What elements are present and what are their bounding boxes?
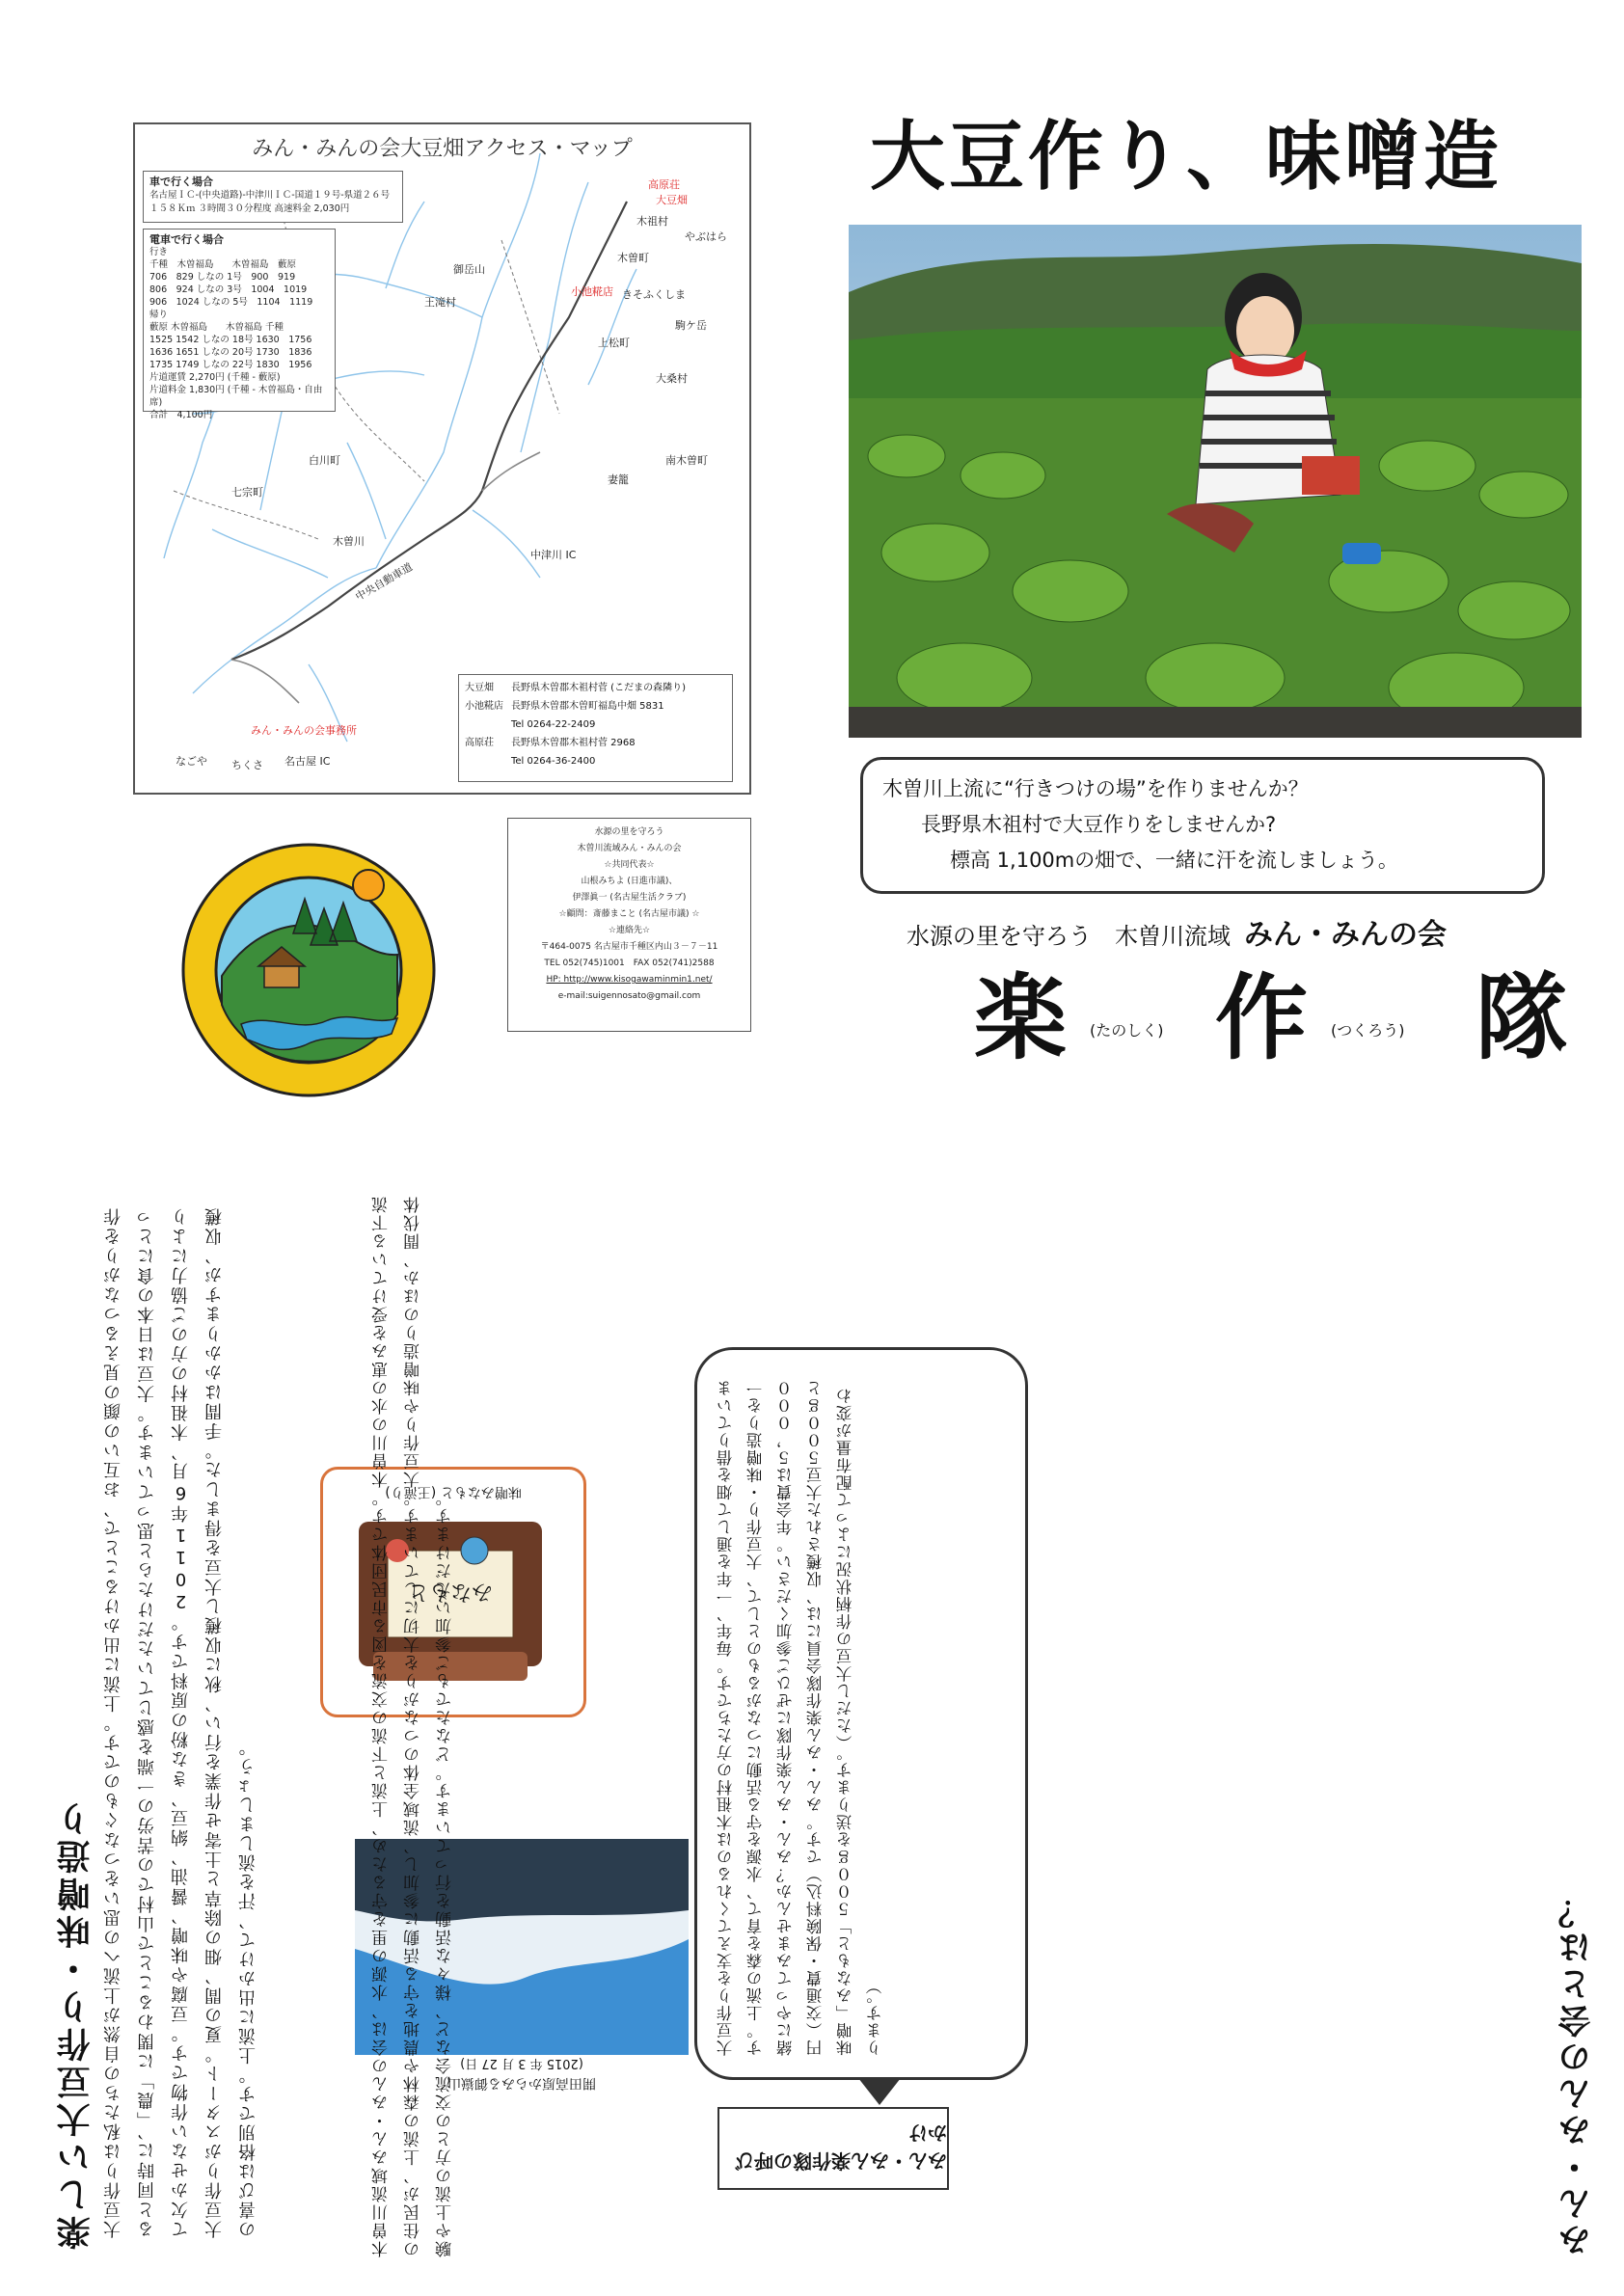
organization-prefix: 水源の里を守ろう 木曽川流域 bbox=[907, 923, 1231, 950]
left-section-title: 楽しい大豆作り・味噌造り bbox=[57, 1798, 95, 2250]
organization-name: みん・みんの会 bbox=[1244, 918, 1447, 952]
team-name bbox=[974, 945, 1582, 1070]
back-panel bbox=[0, 1148, 1624, 2296]
right-section-title: みん・みんの会とは？ bbox=[1558, 1891, 1597, 2257]
invitation-line: 木曽川上流に“行きつけの場”を作りませんか？ bbox=[882, 777, 1309, 800]
fund-emblem bbox=[179, 841, 438, 1099]
miso-caption: 味噌みなもと (王滝り) bbox=[385, 1484, 522, 1499]
map-label-agematsu: 上松町 bbox=[598, 337, 630, 349]
map-label-komagatake: 駒ケ岳 bbox=[675, 319, 707, 332]
mountain-photo-caption: 開田高原からみる御嶽山 bbox=[447, 2075, 596, 2091]
invitation-line: 標高 1,100mの畑で、一緒に汗を流しましょう。 bbox=[950, 849, 1398, 872]
headline: 大豆作り、味噌造 bbox=[869, 114, 1502, 201]
contact-email[interactable]: e-mail:suigennosato@gmail.com bbox=[557, 991, 701, 1001]
train-line: 906 1024 しなの 5号 1104 1119 bbox=[149, 297, 313, 308]
train-line: 806 924 しなの 3号 1004 1019 bbox=[149, 284, 308, 295]
address-row: Tel 0264-22-2409 bbox=[511, 719, 596, 730]
right-section-body: 木曽川流域みん・みんの会は、水源の里を守るため、上流と下流の交流を図る市民団体です。木曽川の水の恵みを受けている下流の住民が、上流の森林や農地を守る活動に参加し、流域全体のつながりを大切にしています。大豆作りや味噌造りのほか、間伐体験や上流の方との交流会など、様々な活動を行っています。どなたでもご参加いただけます。 bbox=[372, 1195, 455, 2257]
train-line: 千種 木曽福島 木曽福島 藪原 bbox=[149, 259, 297, 270]
contact-line: 水源の里を守ろう bbox=[594, 827, 664, 837]
train-line: 1735 1749 しなの 22号 1830 1956 bbox=[149, 360, 312, 370]
train-route-box bbox=[143, 229, 336, 420]
map-label-kisogawa: 木曽川 bbox=[333, 535, 365, 548]
map-label-kiso: 木曽町 bbox=[617, 252, 649, 264]
map-label-kisofukushima: きそふくしま bbox=[622, 288, 686, 301]
map-label-kisomura: 木祖村 bbox=[636, 215, 668, 228]
map-label-nanasou: 七宗町 bbox=[231, 486, 263, 499]
map-label-nagiso: 南木曽町 bbox=[665, 454, 708, 467]
left-section-body: 大豆作りは私たちの自然が上流への思いをつなぐものです。上流に出かけることで、お互いの顔の見えるつながりを作ると同時に、「農」に関わることで山村での苦労の一端を感じていただけたらと思っています。大豆は日本の食にとって欠かせない作物です。豆腐や味噌、醤油、納豆、きな粉の原料です。2011年6月、木祖村の方のご協力により大豆作りがスタート。夏の間、畑の除草と土寄せ作業を行い、秋に収穫し大豆を得ました。手間はかかりますが、収穫の喜びは格別です。上流に出かけて、汗を流しましょう。 bbox=[103, 1205, 258, 2238]
map-label-nagoya: なごや bbox=[176, 755, 207, 768]
contact-box bbox=[507, 818, 751, 1032]
train-line: 合計 4,100円 bbox=[149, 410, 213, 420]
team-kanji-saku: 作 bbox=[1215, 964, 1308, 1072]
address-row: 小池糀店 長野県木曽郡木曽町福島中畑 5831 bbox=[465, 701, 664, 712]
map-label-yabuhara: やぶはら bbox=[685, 230, 727, 243]
address-row: 大豆畑 長野県木曽郡木祖村菅 (こだまの森隣り) bbox=[465, 683, 686, 693]
team-kanji-tai: 隊 bbox=[1475, 964, 1568, 1072]
invitation-line: 長野県木祖村で大豆作りをしませんか? bbox=[921, 813, 1277, 836]
field-photo-image bbox=[849, 225, 1582, 738]
map-label-office: みん・みんの会事務所 bbox=[251, 724, 357, 737]
map-label-nakatsugawa-ic: 中津川 IC bbox=[530, 549, 577, 561]
car-route-line: １５８Ｋｍ ３時間３０分程度 高速料金 2,030円 bbox=[149, 203, 350, 214]
contact-line: ☆顧問：斎藤まこと (名古屋市議) ☆ bbox=[558, 909, 700, 919]
invitation-box bbox=[860, 757, 1545, 894]
car-route-box bbox=[143, 171, 403, 223]
map-label-ontake: 御岳山 bbox=[453, 263, 485, 276]
contact-line: 山根みちよ (日進市議)、 bbox=[581, 877, 678, 886]
car-route-line: 名古屋ＩＣ-(中央道路)-中津川ＩＣ-国道１９号-県道２６号 bbox=[149, 190, 391, 201]
map-label-chikusa: ちくさ bbox=[231, 759, 263, 771]
map-label-nagoya-ic: 名古屋 IC bbox=[284, 755, 331, 768]
train-line: 行き bbox=[149, 247, 169, 257]
map-title: みん・みんの会大豆畑アクセス・マップ bbox=[252, 137, 633, 161]
map-label-expressway: 中央自動車道 bbox=[353, 560, 416, 604]
train-line: 片道運賃 2,270円 (千種 - 藪原) bbox=[149, 372, 281, 383]
map-label-field: 大豆畑 bbox=[656, 194, 688, 206]
map-label-shirakawa: 白川町 bbox=[309, 454, 340, 467]
contact-line: 伊澤眞一 (名古屋生活クラブ) bbox=[572, 893, 687, 903]
contact-line: 〒464-0075 名古屋市千種区内山３－７－11 bbox=[540, 942, 718, 952]
train-route-title: 電車で行く場合 bbox=[149, 233, 224, 246]
train-line: 706 829 しなの 1号 900 919 bbox=[149, 272, 296, 283]
team-kanji-raku: 楽 bbox=[974, 964, 1067, 1072]
callout-title: みん・みん楽作隊の呼びかけ bbox=[717, 2107, 949, 2190]
train-line: 片道料金 1,830円 (千種 - 木曽福島・自由席) bbox=[149, 385, 323, 408]
train-line: 藪原 木曽福島 木曽福島 千種 bbox=[149, 322, 284, 333]
address-box bbox=[458, 674, 733, 782]
callout-body: 大豆作りを支えてくれるのは木祖村の方たちです。毎年、一年を通して畑を借りています。上流の森を育て、水源を守る活動につながるものとして、大豆作り・味噌造りを一緒にやってみませんか？みん・みん楽作隊にぜひご参加ください。年会費は５，０００円（交通費・保険料込）です。みん・みん楽作隊会員には、収穫された大豆５００ｇと味噌「みなもと」５００ｇを送ります。（ただし大豆の作柄状況によって配布量が変わります。） bbox=[717, 1379, 884, 2056]
map-label-tsumago: 妻籠 bbox=[608, 473, 629, 486]
team-reading-1: (たのしく) bbox=[1090, 1021, 1164, 1040]
car-route-title: 車で行く場合 bbox=[149, 176, 213, 188]
train-line: 帰り bbox=[149, 310, 169, 320]
field-photo bbox=[849, 225, 1582, 738]
address-row: 高原荘 長野県木曽郡木祖村菅 2968 bbox=[465, 738, 636, 748]
contact-line: ☆連絡先☆ bbox=[608, 926, 651, 935]
map-label-outaki: 王滝村 bbox=[424, 296, 456, 309]
address-row: Tel 0264-36-2400 bbox=[511, 756, 596, 767]
train-line: 1525 1542 しなの 18号 1630 1756 bbox=[149, 335, 312, 345]
miso-product-label: みなもと bbox=[408, 1580, 494, 1604]
emblem-graphic bbox=[179, 841, 438, 1099]
team-reading-2: (つくろう) bbox=[1331, 1021, 1405, 1040]
access-map bbox=[133, 122, 751, 795]
train-line: 1636 1651 しなの 20号 1730 1836 bbox=[149, 347, 312, 358]
map-label-takahara: 高原荘 bbox=[648, 178, 680, 191]
mountain-photo-date: (2015 年 3 月 27 日) bbox=[460, 2056, 583, 2070]
map-label-okuwa: 大桑村 bbox=[656, 372, 688, 385]
map-label-koike: 小池糀店 bbox=[571, 285, 613, 298]
contact-homepage-link[interactable]: HP: http://www.kisogawaminmin1.net/ bbox=[546, 975, 713, 985]
contact-line: ☆共同代表☆ bbox=[604, 860, 655, 870]
contact-line: TEL 052(745)1001 FAX 052(741)2588 bbox=[544, 959, 715, 968]
contact-line: 木曽川流域みん・みんの会 bbox=[577, 844, 682, 853]
